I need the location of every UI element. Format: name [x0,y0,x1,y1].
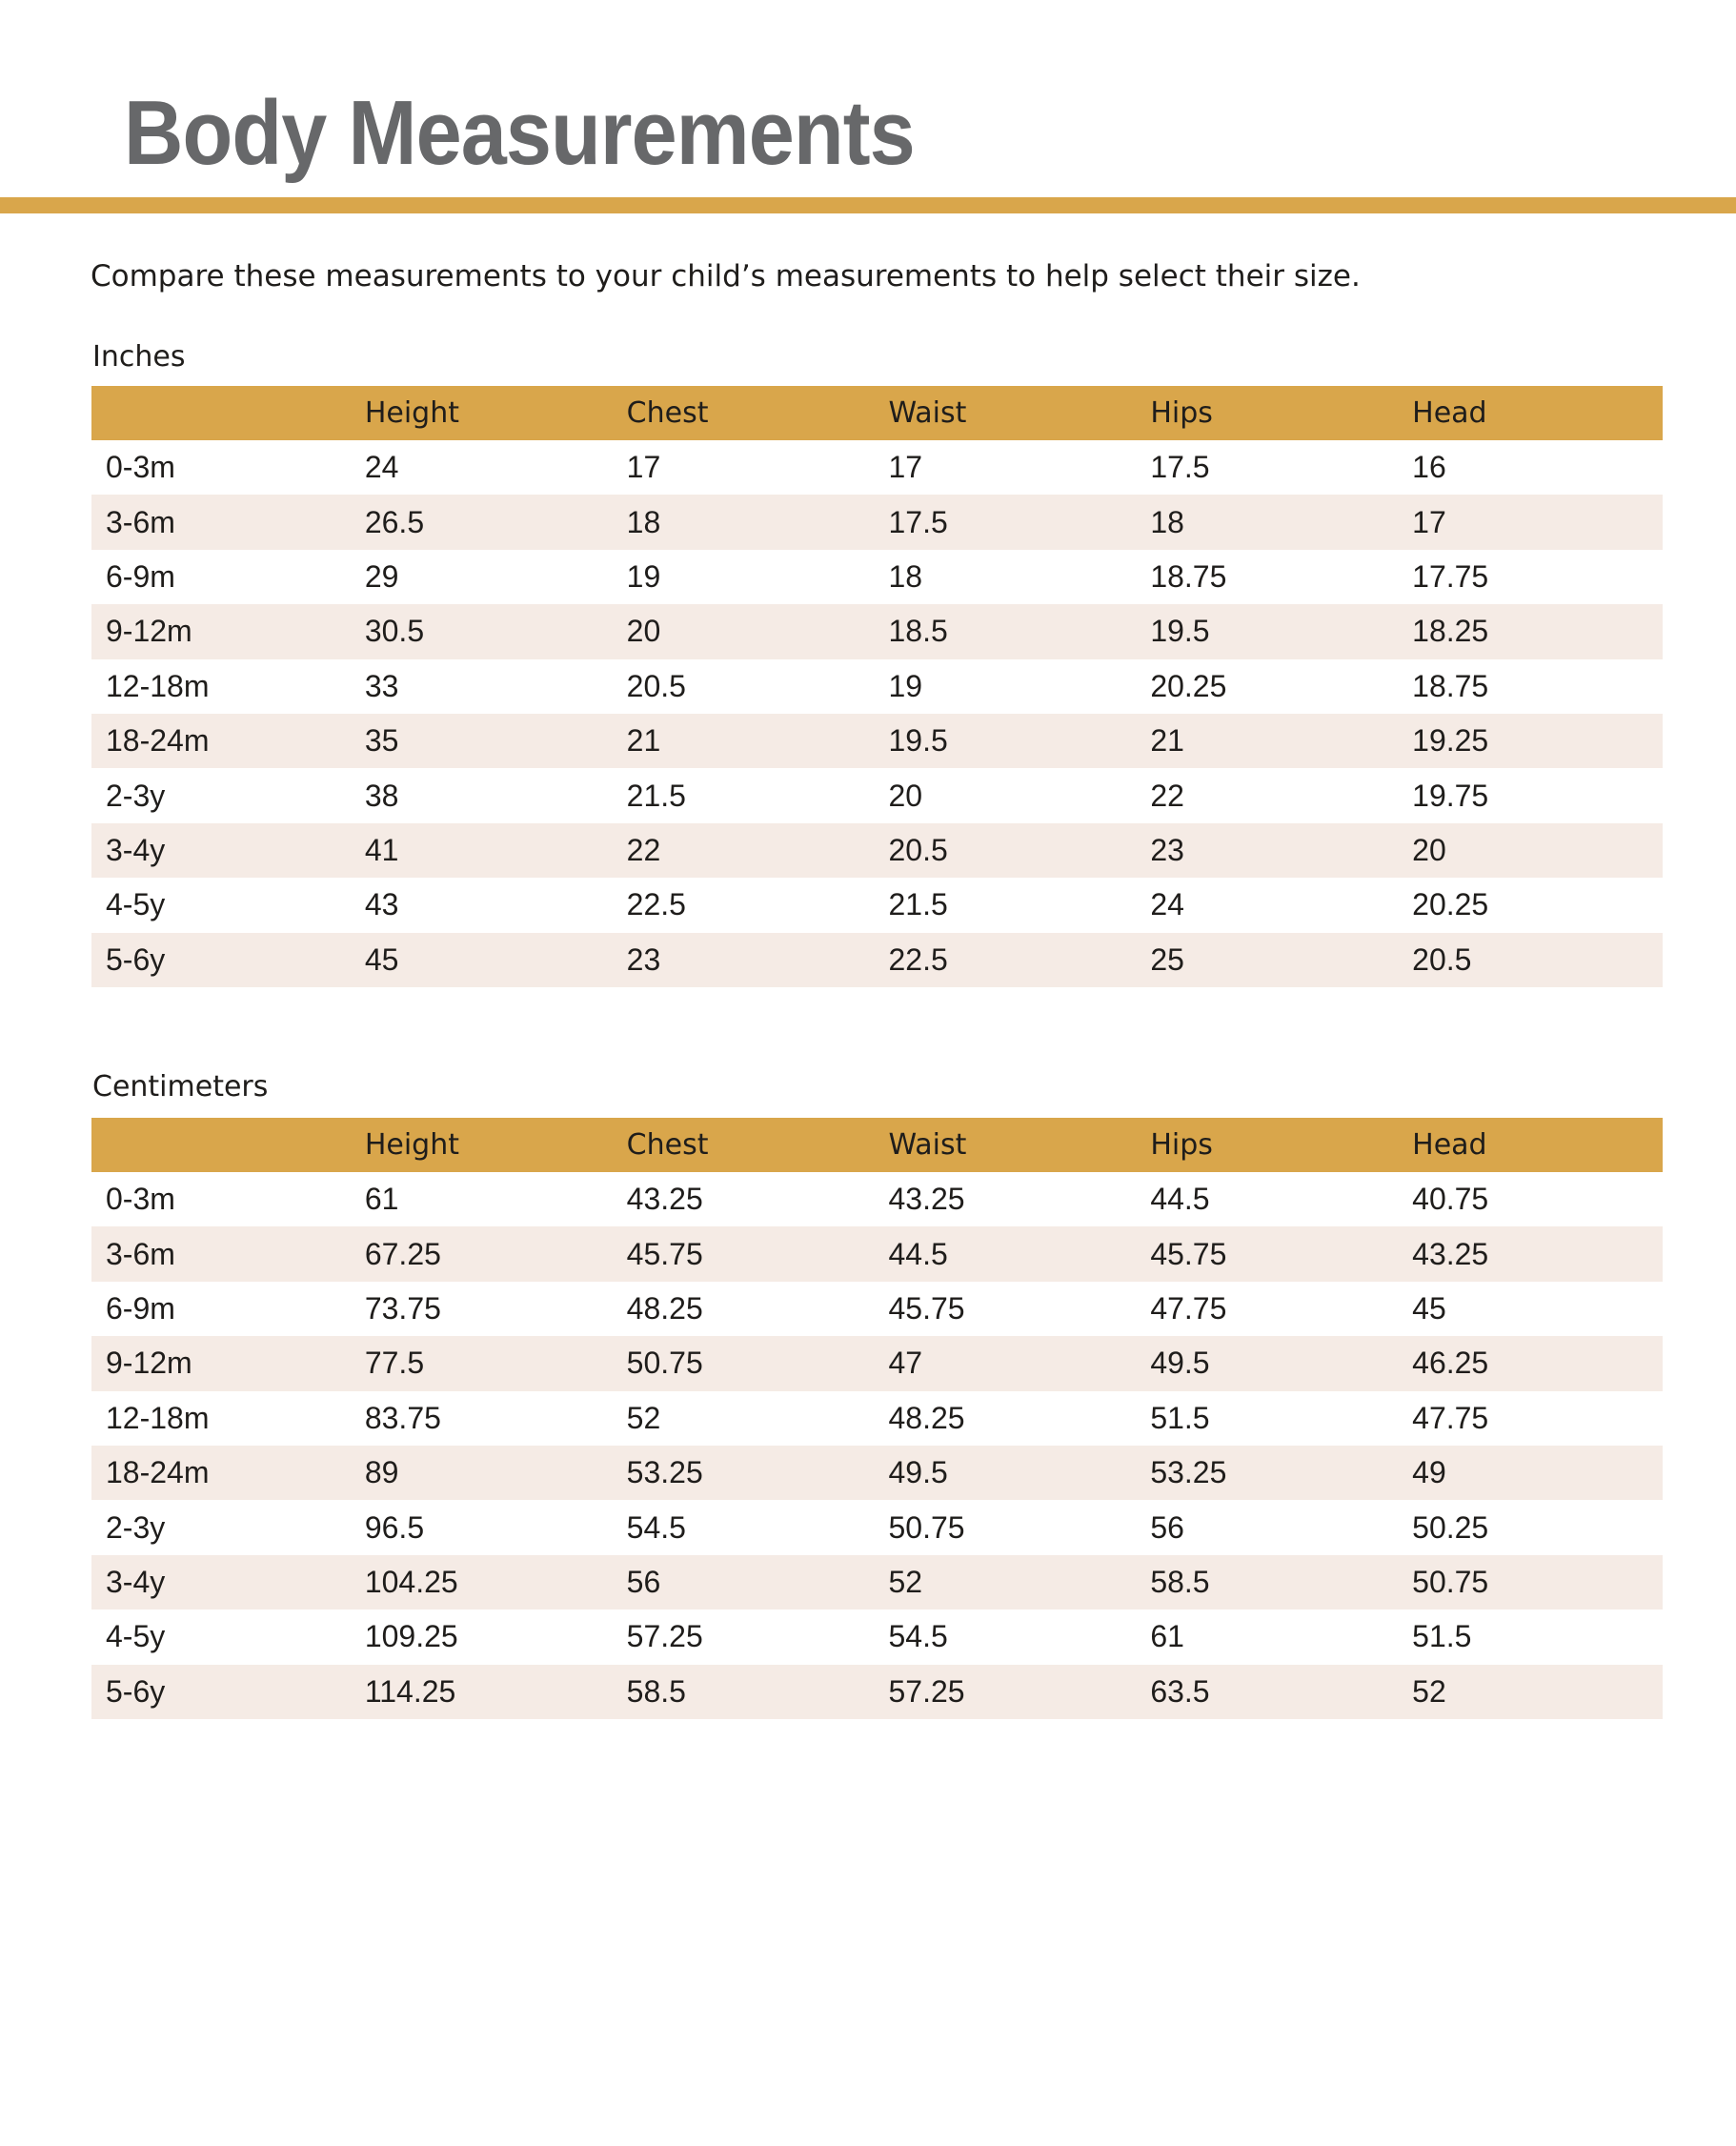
measurement-cell: 57.25 [888,1673,965,1709]
measurement-cell: 23 [1150,832,1184,867]
inches-table [91,386,1663,987]
row-label: 3-4y [106,832,166,867]
measurement-cell: 52 [888,1564,923,1599]
table-row [91,495,1663,549]
table-row [91,1446,1663,1500]
centimeters-table [91,1118,1663,1719]
column-header: Head [1401,1118,1663,1172]
measurement-cell: 20 [626,614,661,649]
row-label: 18-24m [106,1455,210,1490]
table-row [91,659,1663,714]
row-label: 2-3y [106,778,166,813]
measurement-cell: 44.5 [1150,1182,1210,1217]
measurement-cell: 24 [364,450,399,485]
measurement-cell: 23 [626,941,661,977]
table-header-row [91,386,1663,440]
measurement-cell: 17 [888,450,923,485]
row-label: 5-6y [106,941,166,977]
gold-divider-bar [0,197,1736,213]
measurement-cell: 20.5 [1412,941,1472,977]
row-label: 18-24m [106,723,210,759]
unit-label-centimeters: Centimeters [92,1070,269,1103]
table-row [91,604,1663,658]
measurement-cell: 19.75 [1412,778,1489,813]
table-row [91,1665,1663,1719]
measurement-cell: 17.5 [1150,450,1210,485]
measurement-cell: 18 [888,558,923,594]
measurement-cell: 20 [888,778,923,813]
column-header: Head [1401,386,1663,440]
measurement-cell: 20.25 [1412,887,1489,922]
table-row [91,1500,1663,1554]
measurement-cell: 73.75 [364,1290,441,1326]
table-row [91,878,1663,932]
measurement-cell: 17.75 [1412,558,1489,594]
measurement-cell: 54.5 [626,1509,686,1545]
measurement-cell: 63.5 [1150,1673,1210,1709]
measurement-cell: 21.5 [888,887,948,922]
measurement-cell: 18 [1150,504,1184,539]
measurement-cell: 21 [626,723,661,759]
table-row [91,1555,1663,1610]
measurement-cell: 29 [364,558,399,594]
row-label: 3-6m [106,1236,175,1271]
measurement-cell: 17 [1412,504,1446,539]
measurement-cell: 43.25 [888,1182,965,1217]
measurement-cell: 19.25 [1412,723,1489,759]
measurement-cell: 45 [1412,1290,1446,1326]
measurement-cell: 56 [626,1564,661,1599]
row-label: 12-18m [106,1400,210,1435]
measurement-cell: 52 [1412,1673,1446,1709]
measurement-cell: 50.75 [626,1346,703,1381]
measurement-cell: 50.75 [888,1509,965,1545]
measurement-cell: 47.75 [1412,1400,1489,1435]
measurement-cell: 21.5 [626,778,686,813]
measurement-cell: 44.5 [888,1236,948,1271]
measurement-cell: 33 [364,668,399,703]
row-label: 2-3y [106,1509,166,1545]
measurement-cell: 41 [364,832,399,867]
table-row [91,768,1663,822]
measurement-cell: 57.25 [626,1619,703,1654]
row-label: 9-12m [106,1346,192,1381]
table-row [91,1610,1663,1664]
measurement-cell: 19.5 [888,723,948,759]
measurement-cell: 53.25 [626,1455,703,1490]
table-row [91,823,1663,878]
row-label: 9-12m [106,614,192,649]
page-title: Body Measurements [124,82,915,184]
measurement-cell: 47.75 [1150,1290,1227,1326]
table-row [91,1172,1663,1226]
measurement-cell: 46.25 [1412,1346,1489,1381]
row-label: 12-18m [106,668,210,703]
column-header [91,386,353,440]
measurement-cell: 17 [626,450,661,485]
measurement-cell: 18 [626,504,661,539]
row-label: 0-3m [106,1182,175,1217]
row-label: 3-6m [106,504,175,539]
table-row [91,550,1663,604]
intro-text: Compare these measurements to your child’s measurements to help select their size. [91,259,1361,294]
column-header: Height [353,1118,616,1172]
measurement-cell: 53.25 [1150,1455,1227,1490]
measurement-cell: 109.25 [364,1619,458,1654]
measurement-cell: 18.75 [1150,558,1227,594]
column-header: Waist [877,386,1139,440]
measurement-cell: 45.75 [626,1236,703,1271]
measurement-cell: 20.5 [888,832,948,867]
measurement-cell: 48.25 [626,1290,703,1326]
measurement-cell: 51.5 [1150,1400,1210,1435]
measurement-cell: 49.5 [888,1455,948,1490]
measurement-cell: 67.25 [364,1236,441,1271]
measurement-cell: 17.5 [888,504,948,539]
column-header [91,1118,353,1172]
measurement-cell: 96.5 [364,1509,425,1545]
column-header: Waist [877,1118,1139,1172]
measurement-cell: 22 [1150,778,1184,813]
measurement-cell: 54.5 [888,1619,948,1654]
table-row [91,1336,1663,1390]
measurement-cell: 83.75 [364,1400,441,1435]
measurement-cell: 61 [364,1182,399,1217]
measurement-cell: 58.5 [1150,1564,1210,1599]
measurement-cell: 49.5 [1150,1346,1210,1381]
measurement-cell: 40.75 [1412,1182,1489,1217]
table-row [91,1282,1663,1336]
measurement-cell: 35 [364,723,399,759]
row-label: 6-9m [106,558,175,594]
row-label: 0-3m [106,450,175,485]
table-row [91,1391,1663,1446]
row-label: 5-6y [106,1673,166,1709]
row-label: 6-9m [106,1290,175,1326]
row-label: 4-5y [106,1619,166,1654]
measurement-cell: 20.5 [626,668,686,703]
measurement-cell: 19.5 [1150,614,1210,649]
measurement-cell: 19 [626,558,661,594]
measurement-cell: 18.25 [1412,614,1489,649]
measurement-cell: 20.25 [1150,668,1227,703]
column-header: Hips [1139,1118,1401,1172]
measurement-cell: 49 [1412,1455,1446,1490]
measurement-cell: 19 [888,668,923,703]
measurement-cell: 43 [364,887,399,922]
measurement-cell: 30.5 [364,614,425,649]
measurement-cell: 52 [626,1400,661,1435]
measurement-cell: 20 [1412,832,1446,867]
measurement-cell: 18.5 [888,614,948,649]
measurement-cell: 50.25 [1412,1509,1489,1545]
measurement-cell: 22.5 [888,941,948,977]
measurement-cell: 104.25 [364,1564,458,1599]
measurement-cell: 22 [626,832,661,867]
table-header-row [91,1118,1663,1172]
unit-label-inches: Inches [92,340,186,374]
measurement-cell: 89 [364,1455,399,1490]
measurement-cell: 16 [1412,450,1446,485]
table-row [91,933,1663,987]
measurement-cell: 18.75 [1412,668,1489,703]
row-label: 3-4y [106,1564,166,1599]
measurement-cell: 61 [1150,1619,1184,1654]
measurement-cell: 77.5 [364,1346,425,1381]
measurement-cell: 43.25 [1412,1236,1489,1271]
measurement-cell: 22.5 [626,887,686,922]
measurement-cell: 24 [1150,887,1184,922]
measurement-cell: 48.25 [888,1400,965,1435]
table-row [91,1226,1663,1281]
column-header: Hips [1139,386,1401,440]
measurement-cell: 58.5 [626,1673,686,1709]
measurement-cell: 38 [364,778,399,813]
column-header: Chest [616,386,878,440]
column-header: Chest [616,1118,878,1172]
column-header: Height [353,386,616,440]
measurement-cell: 114.25 [364,1673,456,1709]
measurement-cell: 26.5 [364,504,425,539]
measurement-cell: 45.75 [888,1290,965,1326]
measurement-cell: 45.75 [1150,1236,1227,1271]
row-label: 4-5y [106,887,166,922]
measurement-cell: 50.75 [1412,1564,1489,1599]
table-row [91,440,1663,495]
measurement-cell: 45 [364,941,399,977]
measurement-cell: 21 [1150,723,1184,759]
measurement-cell: 25 [1150,941,1184,977]
measurement-cell: 51.5 [1412,1619,1472,1654]
measurement-cell: 47 [888,1346,923,1381]
measurement-cell: 56 [1150,1509,1184,1545]
table-row [91,714,1663,768]
measurement-cell: 43.25 [626,1182,703,1217]
